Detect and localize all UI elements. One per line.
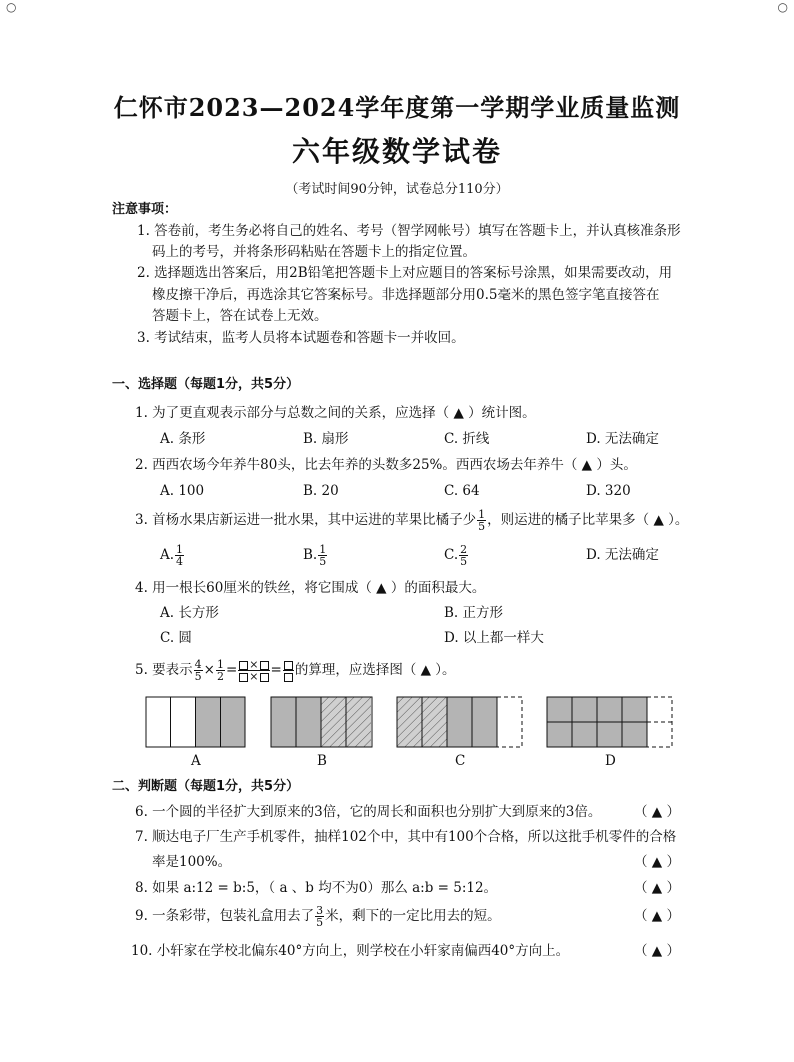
exam-title: 仁怀市2023—2024学年度第一学期学业质量监测 — [113, 93, 681, 122]
q7-answer-mark: （ ▲ ） — [634, 854, 680, 870]
q2-text: 2. 西西农场今年养牛80头，比去年养的头数多25%。西西农场去年养牛（ ▲ ）头。 — [135, 457, 637, 473]
q1-option-d: D. 无法确定 — [586, 431, 659, 447]
q1-option-c: C. 折线 — [444, 431, 490, 447]
q2-option-a: A. 100 — [160, 483, 205, 499]
q10-text: 10. 小轩家在学校北偏东40°方向上，则学校在小轩家南偏西40°方向上。 — [131, 943, 570, 959]
q2-option-c: C. 64 — [444, 483, 480, 499]
q1-option-a: A. 条形 — [160, 431, 206, 447]
q3-option-a: A. $\frac{1}{4}$ — [160, 543, 184, 568]
q2-option-b: B. 20 — [303, 483, 339, 499]
q3-option-c: C. $\frac{2}{5}$ — [444, 543, 468, 568]
q4-option-d: D. 以上都一样大 — [444, 630, 544, 646]
q10-answer-mark: （ ▲ ） — [634, 943, 680, 959]
q1-text: 1. 为了更直观表示部分与总数之间的关系，应选择（ ▲ ）统计图。 — [135, 405, 536, 421]
q9-fraction: $\frac{3}{5}$ — [316, 904, 324, 929]
note-line-2: 码上的考号，并将条形码粘贴在答题卡上的指定位置。 — [152, 244, 476, 260]
notes-heading: 注意事项： — [112, 202, 178, 217]
figure-c — [396, 696, 524, 748]
blank-fraction-2 — [283, 659, 294, 682]
q3-fraction: $\frac{1}{5}$ — [478, 508, 486, 533]
q7-text-line1: 7. 顺达电子厂生产手机零件，抽样102个中，其中有100个合格，所以这批手机零件的合格 — [135, 829, 677, 845]
exam-info: （考试时间90分钟，试卷总分110分） — [285, 182, 509, 197]
figure-label-b: B — [317, 753, 327, 769]
q4-text: 4. 用一根长60厘米的铁丝，将它围成（ ▲ ）的面积最大。 — [135, 580, 486, 596]
note-line-4: 橡皮擦干净后，再选涂其它答案标号。非选择题部分用0.5毫米的黑色签字笔直接答在 — [152, 287, 660, 303]
figure-a — [145, 696, 247, 748]
q4-option-b: B. 正方形 — [444, 605, 504, 621]
q8-text: 8. 如果 a:12 = b:5，（ a 、b 均不为0）那么 a:b = 5:12。 — [135, 880, 498, 896]
figure-label-c: C — [455, 753, 466, 769]
q9-answer-mark: （ ▲ ） — [634, 908, 680, 924]
figure-b — [270, 696, 374, 748]
q2-option-d: D. 320 — [586, 483, 631, 499]
note-line-5: 答题卡上，答在试卷上无效。 — [152, 308, 328, 324]
q3-text: 3. 首杨水果店新运进一批水果，其中运进的苹果比橘子少 $\frac{1}{5}$ ，则运进的橘子比苹果多（ ▲ ）。 — [135, 508, 689, 533]
figure-label-a: A — [191, 753, 201, 769]
corner-mark-right: ○ — [777, 0, 788, 14]
corner-mark-left: ○ — [6, 0, 17, 14]
figure-label-d: D — [605, 753, 616, 769]
section2-heading: 二、判断题（每题1分，共5分） — [112, 779, 300, 794]
q8-answer-mark: （ ▲ ） — [634, 880, 680, 896]
q9-text: 9. 一条彩带，包装礼盒用去了 $\frac{3}{5}$ 米，剩下的一定比用去的短。 — [135, 904, 501, 929]
q3-option-b: B. $\frac{1}{5}$ — [303, 543, 327, 568]
note-line-6: 3. 考试结束，监考人员将本试题卷和答题卡一并收回。 — [137, 330, 465, 346]
blank-fraction-1: $\frac{\times}{\times}$ — [238, 659, 269, 682]
q5-text: 5. 要表示 $\frac{4}{5}$ × $\frac{1}{2}$ = $\frac{\times}{\times}$ = 的算理，应选择图（ ▲ ）。 — [135, 658, 456, 683]
section1-heading: 一、选择题（每题1分，共5分） — [112, 377, 300, 392]
q3-option-d: D. 无法确定 — [586, 547, 659, 563]
exam-subtitle: 六年级数学试卷 — [291, 135, 502, 168]
figure-d — [546, 696, 674, 748]
q4-option-c: C. 圆 — [160, 630, 192, 646]
q4-option-a: A. 长方形 — [160, 605, 219, 621]
q6-text: 6. 一个圆的半径扩大到原来的3倍，它的周长和面积也分别扩大到原来的3倍。 — [135, 804, 602, 820]
q1-option-b: B. 扇形 — [303, 431, 349, 447]
note-line-1: 1. 答卷前，考生务必将自己的姓名、考号（智学网帐号）填写在答题卡上，并认真核准条形 — [137, 223, 681, 239]
q6-answer-mark: （ ▲ ） — [634, 804, 680, 820]
q7-text-line2: 率是100%。 — [152, 854, 232, 870]
note-line-3: 2. 选择题选出答案后，用2B铅笔把答题卡上对应题目的答案标号涂黑，如果需要改动，用 — [137, 265, 673, 281]
